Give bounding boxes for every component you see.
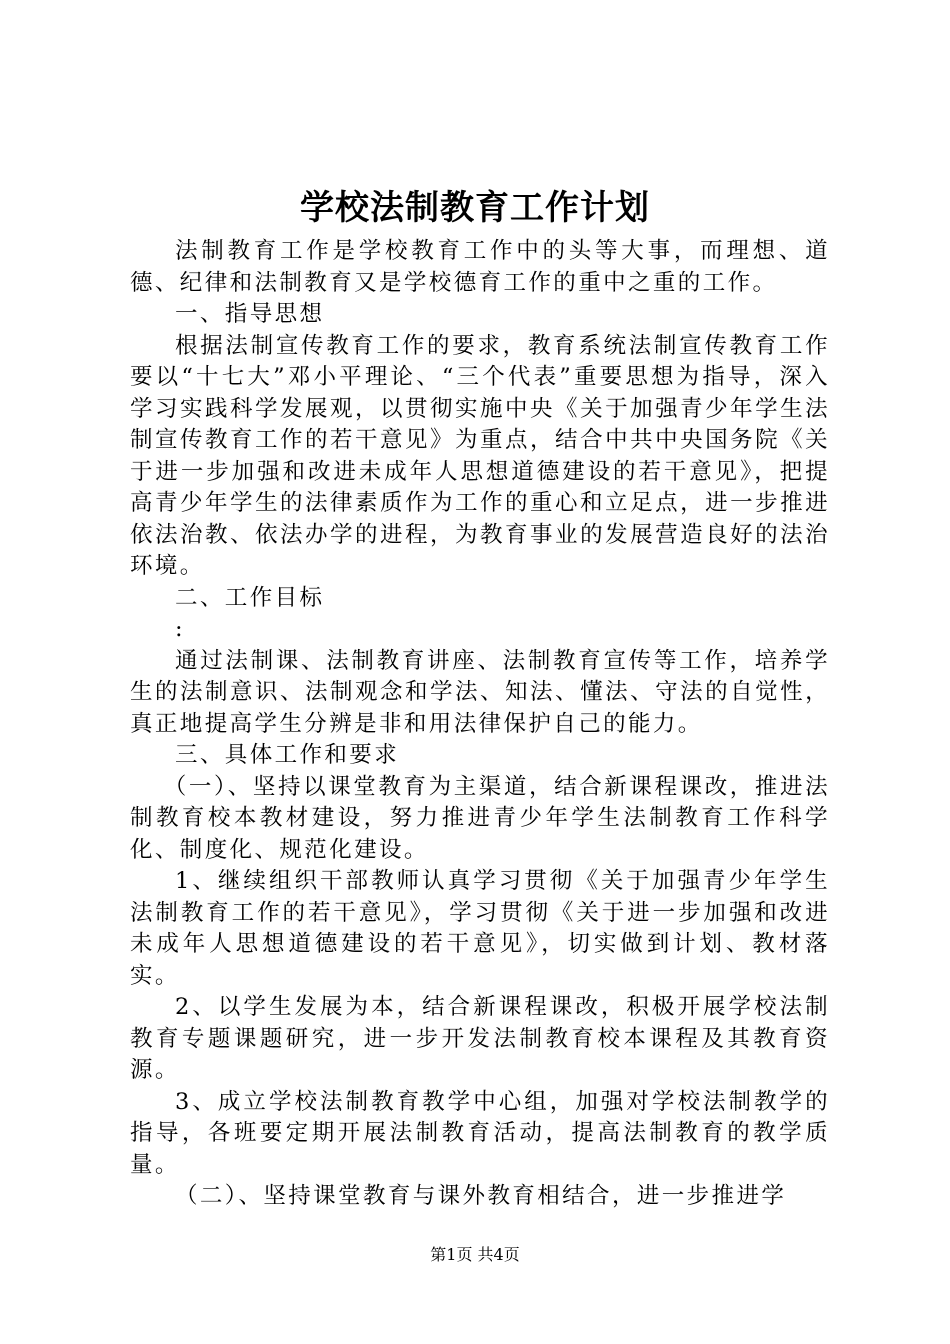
section-heading: 二、工作目标	[175, 584, 325, 611]
list-item: 1、继续组织干部教师认真学习贯彻《关于加强青少年学生法制教育工作的若干意见》，学习贯彻《关于进一步加强和改进未成年人思想道德建设的若干意见》，切实做到计划、教材落实。	[130, 868, 830, 989]
page-footer: 第1页 共4页	[430, 1245, 520, 1264]
paragraph: （二）、坚持课堂教育与课外教育相结合，进一步推进学	[175, 1183, 787, 1209]
list-item: 2、以学生发展为本，结合新课程课改，积极开展学校法制教育专题课题研究，进一步开发法制教育校本课程及其教育资源。	[130, 994, 830, 1083]
paragraph: :	[175, 616, 185, 642]
paragraph: （一）、坚持以课堂教育为主渠道，结合新课程课改，推进法制教育校本教材建设，努力推进青少年学生法制教育工作科学化、制度化、规范化建设。	[130, 773, 830, 863]
section-heading: 三、具体工作和要求	[175, 742, 400, 768]
list-item: 3、成立学校法制教育教学中心组，加强对学校法制教学的指导，各班要定期开展法制教育活动，提高法制教育的教学质量。	[130, 1088, 830, 1178]
section-heading: 一、指导思想	[175, 301, 325, 327]
document-title: 学校法制教育工作计划	[300, 188, 650, 228]
paragraph: 根据法制宣传教育工作的要求，教育系统法制宣传教育工作要以“十七大”邓小平理论、“三个代表”重要思想为指导，深入学习实践科学发展观，以贯彻实施中央《关于加强青少年学生法制宣传教育工作的若干意见》为重点，结合中共中央国务院《关于进一步加强和改进未成年人思想道德建设的若干意见》，把提高青少年学生的法律素质作为工作的重心和立足点，进一步推进依法治教、依法办学的进程，为教育事业的发展营造良好的法治环境。	[130, 332, 830, 579]
paragraph: 法制教育工作是学校教育工作中的头等大事，而理想、道德、纪律和法制教育又是学校德育工作的重中之重的工作。	[130, 238, 830, 296]
paragraph: 通过法制课、法制教育讲座、法制教育宣传等工作，培养学生的法制意识、法制观念和学法、知法、懂法、守法的自觉性，真正地提高学生分辨是非和用法律保护自己的能力。	[130, 647, 830, 737]
document-body	[130, 236, 830, 1213]
